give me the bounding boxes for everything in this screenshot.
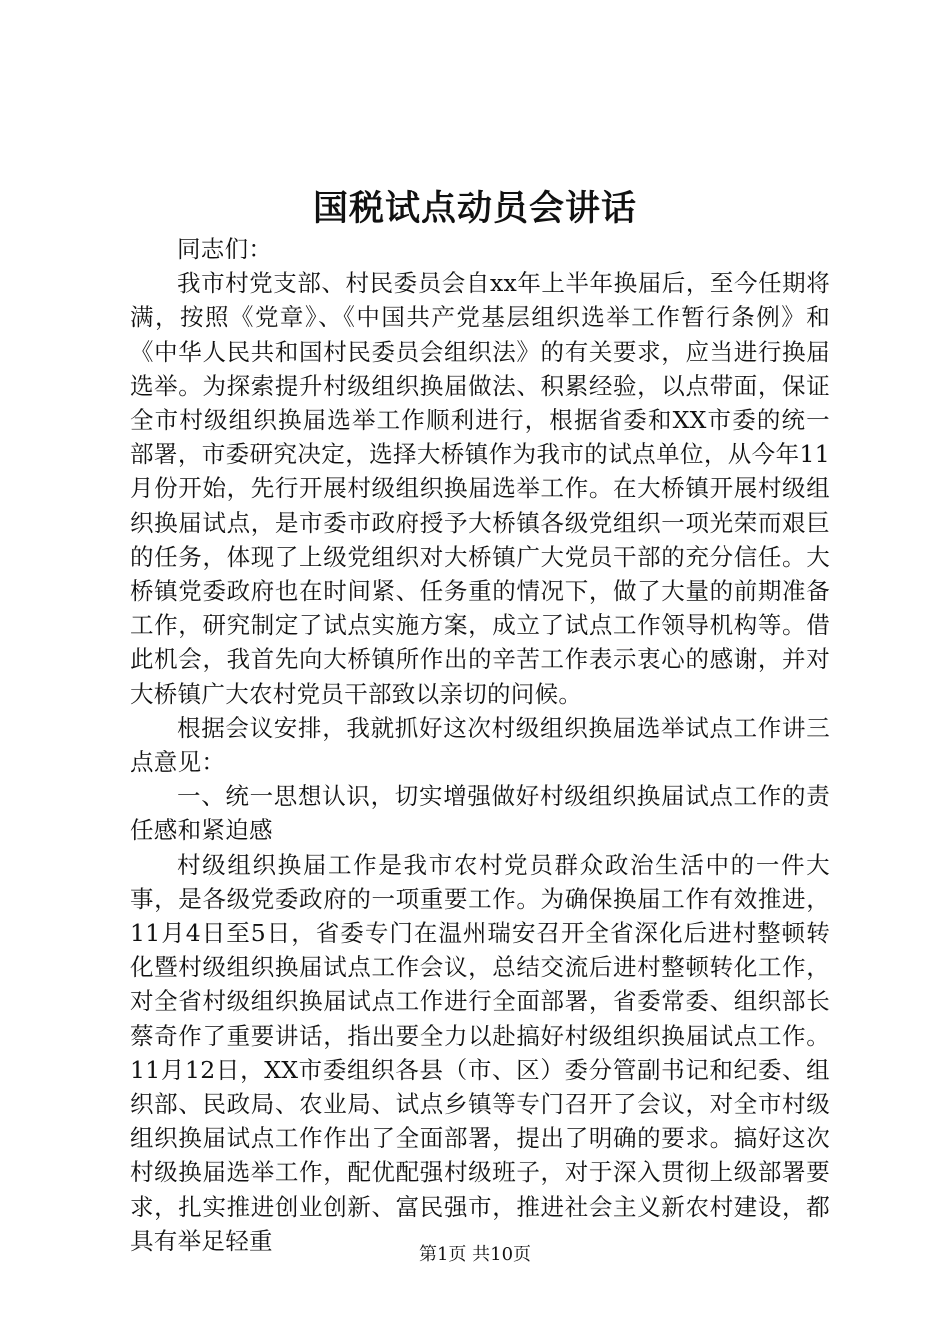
salutation: 同志们： (177, 235, 273, 263)
document-title: 国税试点动员会讲话 (312, 188, 637, 229)
paragraph-section-1: 村级组织换届工作是我市农村党员群众政治生活中的一件大事，是各级党委政府的一项重要工作。为确保换届工作有效推进，11月4日至5日，省委专门在温州瑞安召开全省深化后进村整顿转化暨村级组织换届试点工作会议，总结交流后进村整顿转化工作，对全省村级组织换届试点工作进行全面部署，省委常委、组织部长蔡奇作了重要讲话，指出要全力以赴搞好村级组织换届试点工作。11月12日，XX市委组织各县（市、区）委分管副书记和纪委、组织部、民政局、农业局、试点乡镇等专门召开了会议，对全市村级组织换届试点工作作出了全面部署，提出了明确的要求。搞好这次村级换届选举工作，配优配强村级班子，对于深入贯彻上级部署要求，扎实推进创业创新、富民强市，推进社会主义新农村建设，都具有举足轻重 (130, 850, 830, 1255)
page-footer: 第1页 共10页 (418, 1244, 532, 1265)
paragraph-outline: 根据会议安排，我就抓好这次村级组织换届选举试点工作讲三点意见： (130, 713, 830, 777)
document-body (130, 232, 830, 1258)
section-heading-1: 一、统一思想认识，切实增强做好村级组织换届试点工作的责任感和紧迫感 (130, 782, 830, 845)
paragraph-intro: 我市村党支部、村民委员会自xx年上半年换届后，至今任期将满，按照《党章》、《中国共产党基层组织选举工作暂行条例》和《中华人民共和国村民委员会组织法》的有关要求，应当进行换届选举。为探索提升村级组织换届做法、积累经验，以点带面，保证全市村级组织换届选举工作顺利进行，根据省委和XX市委的统一部署，市委研究决定，选择大桥镇作为我市的试点单位，从今年11月份开始，先行开展村级组织换届选举工作。在大桥镇开展村级组织换届试点，是市委市政府授予大桥镇各级党组织一项光荣而艰巨的任务，体现了上级党组织对大桥镇广大党员干部的充分信任。大桥镇党委政府也在时间紧、任务重的情况下，做了大量的前期准备工作，研究制定了试点实施方案，成立了试点工作领导机构等。借此机会，我首先向大桥镇所作出的辛苦工作表示衷心的感谢，并对大桥镇广大农村党员干部致以亲切的问候。 (130, 269, 830, 708)
